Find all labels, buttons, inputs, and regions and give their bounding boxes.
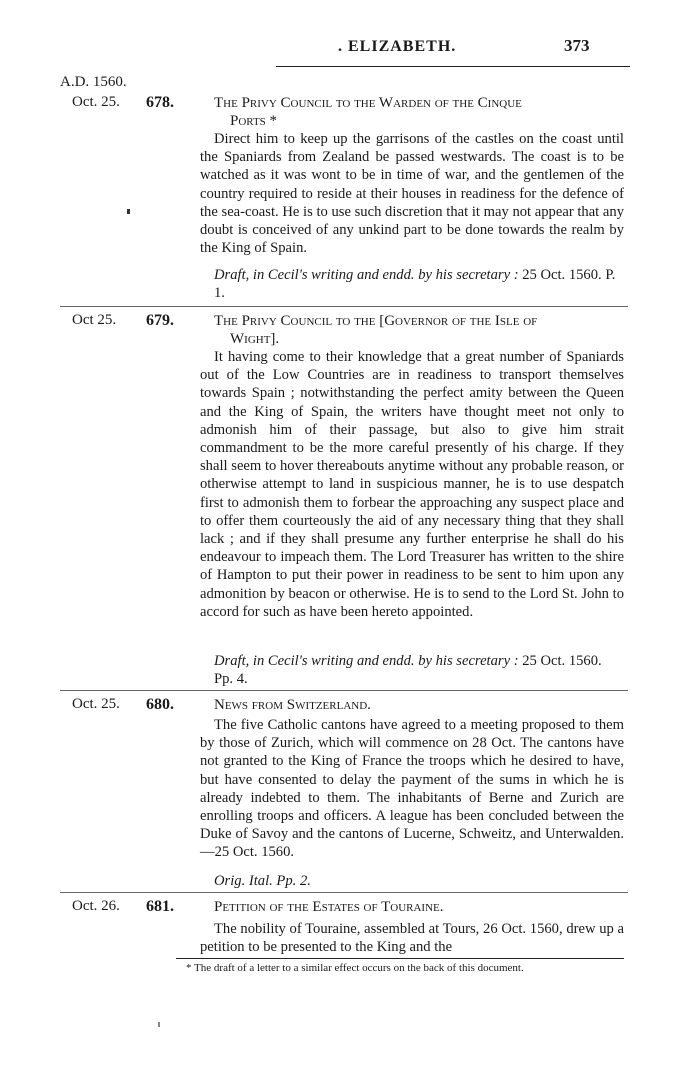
entry-date: Oct. 25. xyxy=(72,696,120,712)
entry-number: 678. xyxy=(146,94,174,111)
entry-body: Direct him to keep up the garrisons of the castles on the coast until the Spaniards from Zealand be passed westwards. The coast is to be watched as it was wont to be in time of war, and the gentlemen of the country required to reside at their houses in readiness for the defence of the sea-coast. He is to use such discretion that it may not appear that any doubt is conceived of any unkind part to be done towards the realm by the King of Spain. xyxy=(200,131,624,257)
entry-body: It having come to their knowledge that a great number of Spaniards out of the Low Countries are in readiness to transport themselves towards Spain ; notwithstanding the perfect amity between the Queen and the King of Spain, the writers have thought meet not only to admonish him of their passage, but also to give him strait commandment to be the more careful presently of his charge. If they shall seem to hover thereabouts anytime without any probable reason, or otherwise attempt to land in suspicious manner, he is to use despatch first to admonish them to forbear the approaching any suspect place and to offer them courteously the aid of any necessary thing that they shall lack ; and if they shall presume any further enterprise he shall do his endeavour to impeach them. The Lord Treasurer has written to the shire of Hampton to put their power in readiness to be sent to him upon any admonition by beacon or otherwise. He is to send to the Lord St. John to accord for such as have been hereto appointed. xyxy=(200,349,624,620)
entry-number: 679. xyxy=(146,312,174,329)
year-label: A.D. 1560. xyxy=(60,74,127,90)
running-header-title: . ELIZABETH. xyxy=(338,38,457,55)
entry-number: 680. xyxy=(146,696,174,713)
footnote-rule xyxy=(176,958,624,959)
entry-date: Oct 25. xyxy=(72,312,117,328)
entry-number: 681. xyxy=(146,898,174,915)
entry-source xyxy=(200,652,624,688)
entry-separator xyxy=(60,690,628,691)
margin-mark xyxy=(158,1022,160,1027)
entry-separator xyxy=(60,892,628,893)
entry-body: The nobility of Touraine, assembled at Tours, 26 Oct. 1560, drew up a petition to be presented to the King and the xyxy=(200,921,624,956)
entry-heading-line1: The Privy Council to the Warden of the Cinque xyxy=(214,95,522,111)
entry-heading-line1: Petition of the Estates of Touraine. xyxy=(214,899,444,915)
header-rule xyxy=(276,66,630,67)
entry-heading-line2: Wight]. xyxy=(230,331,280,347)
margin-mark xyxy=(127,209,130,214)
entry-source-italic: Draft, in Cecil's writing and endd. by his secretary : xyxy=(214,653,519,669)
entry-heading-line2: Ports * xyxy=(230,113,278,129)
entry-date: Oct. 26. xyxy=(72,898,120,914)
entry-source-rest: 25 Oct. 1560. P. 1. xyxy=(214,267,616,302)
entry-separator xyxy=(60,306,628,307)
entry-source xyxy=(200,872,624,890)
entry-heading xyxy=(214,898,624,916)
entry-body: The five Catholic cantons have agreed to a meeting proposed to them by those of Zurich, which will commence on 28 Oct. The cantons have not granted to the King of France the troops which he desired to have, but have consented to delay the payment of the sums in which he is already indebted to them. The inhabitants of Berne and Zurich are enrolling troops and officers. A league has been concluded between the Duke of Savoy and the cantons of Lucerne, Schweitz, and Unterwalden.—25 Oct. 1560. xyxy=(200,717,624,861)
entry-source-italic: Orig. Ital. Pp. 2. xyxy=(214,873,311,889)
footnote: * The draft of a letter to a similar effect occurs on the back of this document. xyxy=(186,962,524,974)
entry-heading xyxy=(214,312,624,348)
entry-date: Oct. 25. xyxy=(72,94,120,110)
entry-heading xyxy=(214,696,624,714)
entry-source-rest: 25 Oct. 1560. Pp. 4. xyxy=(214,653,602,688)
entry-source xyxy=(200,266,624,302)
entry-heading-line1: News from Switzerland. xyxy=(214,697,371,713)
entry-heading-line1: The Privy Council to the [Governor of the Isle of xyxy=(214,313,538,329)
entry-heading xyxy=(214,94,624,130)
entry-source-italic: Draft, in Cecil's writing and endd. by his secretary : xyxy=(214,267,519,283)
page-number: 373 xyxy=(564,36,590,55)
